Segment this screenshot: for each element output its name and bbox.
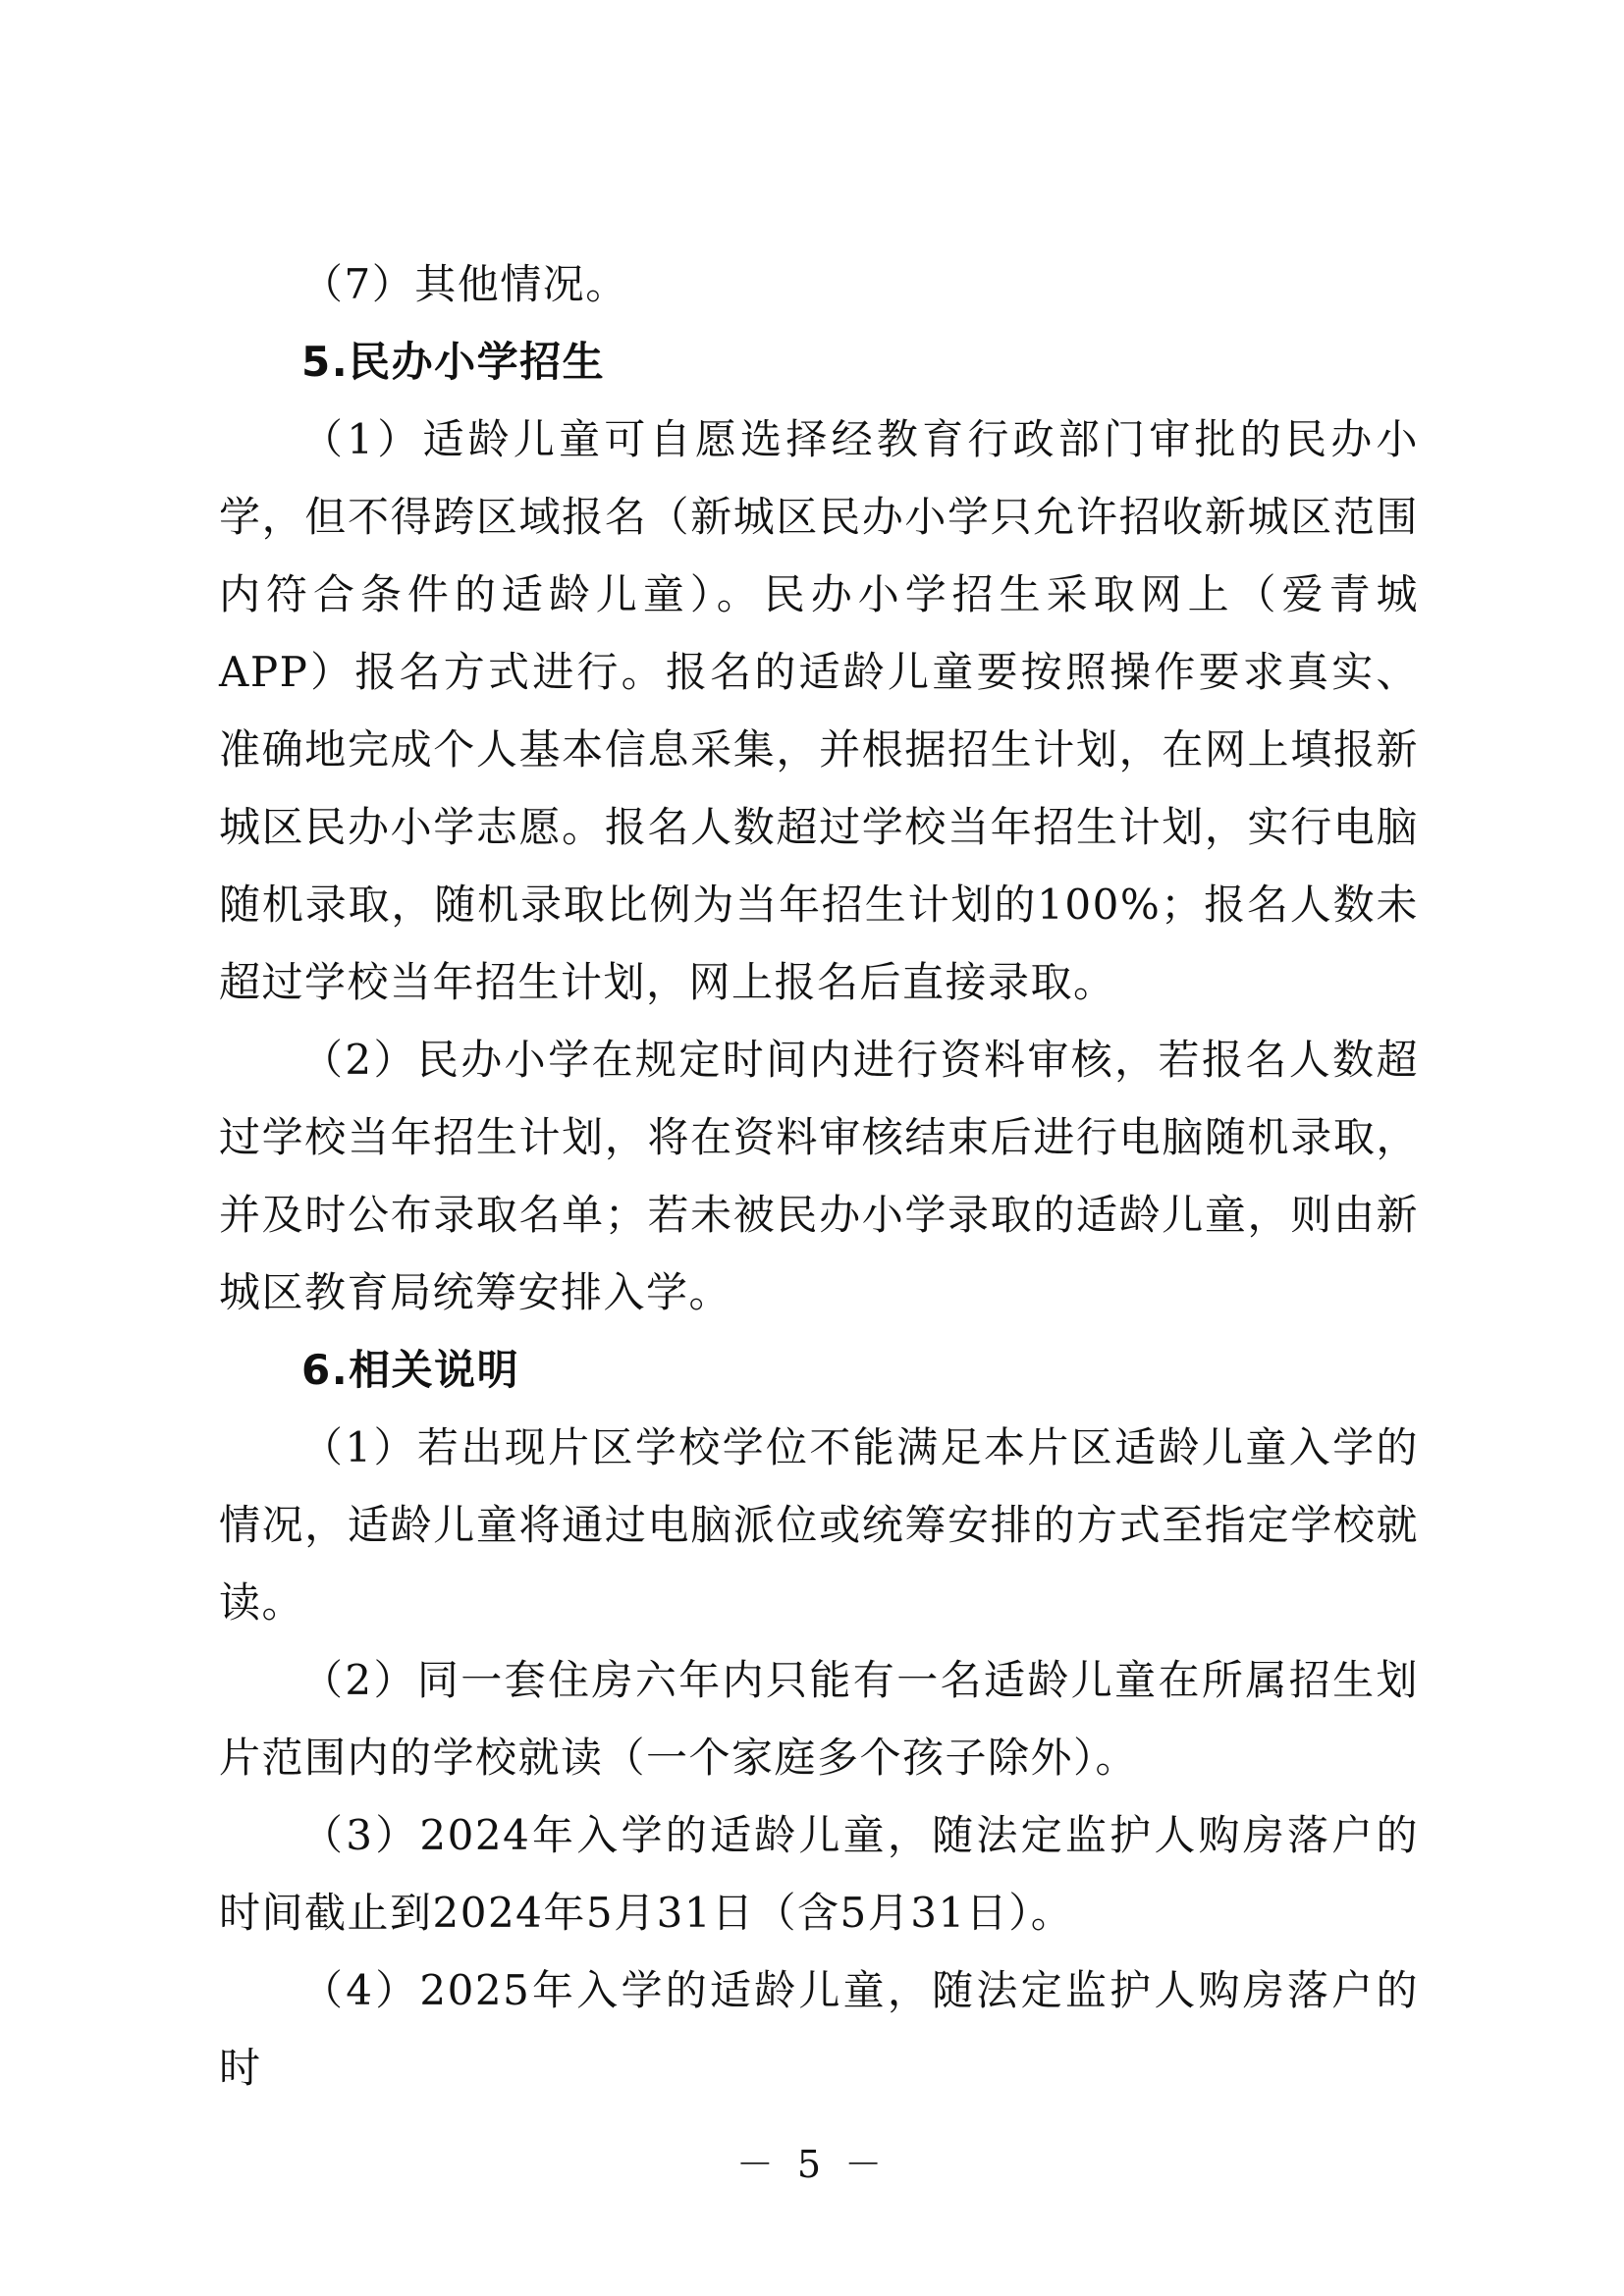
paragraph-private-enrollment-1: （1）适龄儿童可自愿选择经教育行政部门审批的民办小学，但不得跨区域报名（新城区民办小学只允许招收新城区范围内符合条件的适龄儿童）。民办小学招生采取网上（爱青城APP）报名方式进行。报名的适龄儿童要按照操作要求真实、准确地完成个人基本信息采集，并根据招生计划，在网上填报新城区民办小学志愿。报名人数超过学校当年招生计划，实行电脑随机录取，随机录取比例为当年招生计划的100%；报名人数未超过学校当年招生计划，网上报名后直接录取。: [219, 415, 1419, 1006]
document-body: [219, 245, 1419, 2107]
section-heading-related-notes: 6.相关说明: [301, 1346, 520, 1394]
paragraph-notes-4: （4）2025年入学的适龄儿童，随法定监护人购房落户的时: [219, 1966, 1419, 2092]
section-heading-private-primary-enrollment: 5.民办小学招生: [301, 338, 606, 386]
paragraph-private-enrollment-2: （2）民办小学在规定时间内进行资料审核，若报名人数超过学校当年招生计划，将在资料审核结束后进行电脑随机录取，并及时公布录取名单；若未被民办小学录取的适龄儿童，则由新城区教育局统筹安排入学。: [219, 1036, 1419, 1316]
paragraph-notes-1: （1）若出现片区学校学位不能满足本片区适龄儿童入学的情况，适龄儿童将通过电脑派位或统筹安排的方式至指定学校就读。: [219, 1423, 1419, 1627]
paragraph-notes-3: （3）2024年入学的适龄儿童，随法定监护人购房落户的时间截止到2024年5月31日（含5月31日）。: [219, 1811, 1419, 1937]
page-number: － 5 －: [735, 2143, 889, 2186]
paragraph-item-7-other: （7）其他情况。: [301, 260, 628, 308]
paragraph-notes-2: （2）同一套住房六年内只能有一名适龄儿童在所属招生划片范围内的学校就读（一个家庭多个孩子除外）。: [219, 1656, 1419, 1782]
